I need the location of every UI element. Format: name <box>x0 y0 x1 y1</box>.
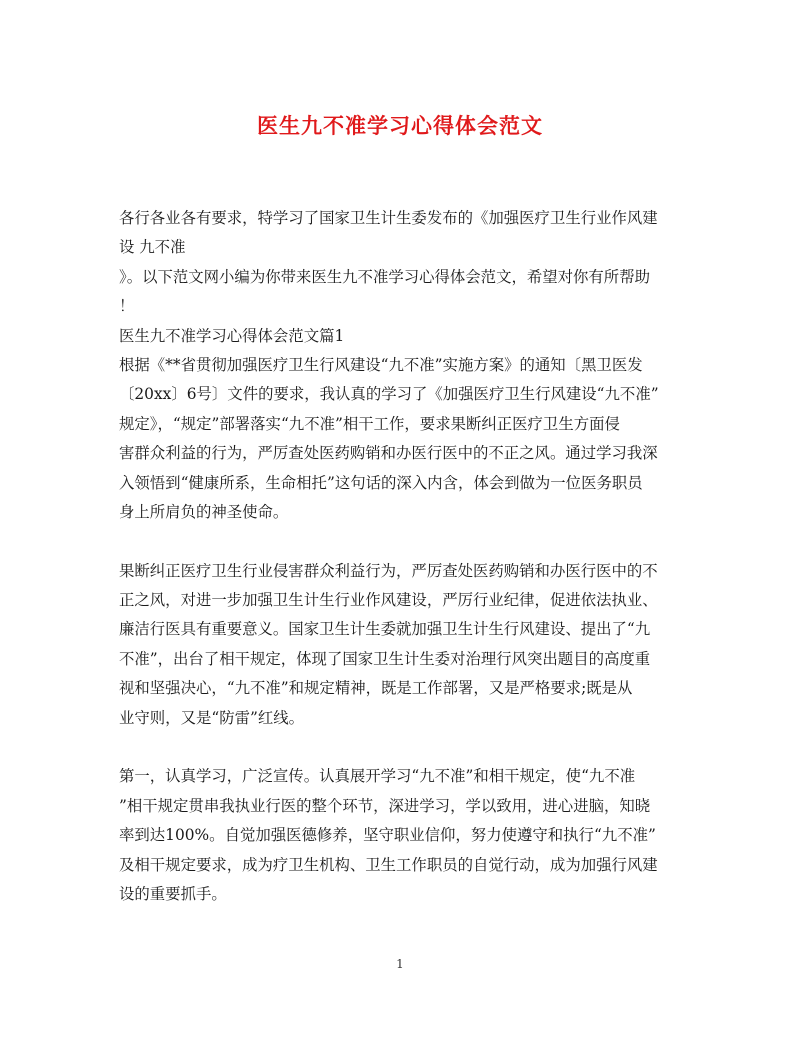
section-heading: 医生九不准学习心得体会范文篇1 <box>119 326 345 345</box>
page-number: 1 <box>396 957 404 971</box>
body-line: 视和坚强决心，“九不准”和规定精神，既是工作部署，又是严格要求;既是从 <box>119 679 633 698</box>
body-line: 不准”，出台了相干规定，体现了国家卫生计生委对治理行风突出题目的高度重 <box>119 649 651 668</box>
document-body <box>119 204 682 909</box>
body-line: 入领悟到“健康所系，生命相托”这句话的深入内含，体会到做为一位医务职员 <box>119 473 643 492</box>
body-line: 〔20xx〕6号〕文件的要求，我认真的学习了《加强医疗卫生行风建设“九不准” <box>119 385 659 404</box>
body-line: 身上所肩负的神圣使命。 <box>119 502 289 521</box>
body-line: 廉洁行医具有重要意义。国家卫生计生委就加强卫生计生行风建设、提出了“九 <box>119 620 651 639</box>
body-line: 率到达100%。自觉加强医德修养，坚守职业信仰，努力使遵守和执行“九不准” <box>119 826 656 845</box>
body-line: 第一，认真学习，广泛宣传。认真展开学习“九不准”和相干规定，使“九不准 <box>119 767 636 786</box>
body-line: 果断纠正医疗卫生行业侵害群众利益行为，严厉查处医药购销和办医行医中的不 <box>119 561 658 580</box>
document-title: 医生九不准学习心得体会范文 <box>257 113 543 138</box>
body-line: 及相干规定要求，成为疗卫生机构、卫生工作职员的自觉行动，成为加强行风建 <box>119 855 658 874</box>
body-line: 设的重要抓手。 <box>119 884 227 903</box>
paragraph-gap <box>119 527 682 556</box>
body-line: 害群众利益的行为，严厉查处医药购销和办医行医中的不正之风。通过学习我深 <box>119 444 658 463</box>
body-line: ”相干规定贯串我执业行医的整个环节，深进学习，学以致用，进心进脑，知晓 <box>119 796 651 815</box>
body-line: ！ <box>119 297 135 316</box>
body-line: 设 九不准 <box>119 238 186 257</box>
body-line: 根据《**省贯彻加强医疗卫生行风建设“九不准”实施方案》的通知〔黑卫医发 <box>119 355 643 374</box>
body-line: 》。以下范文网小编为你带来医生九不准学习心得体会范文，希望对你有所帮助 <box>119 267 650 286</box>
body-line: 各行各业各有要求，特学习了国家卫生计生委发布的《加强医疗卫生行业作风建 <box>119 209 658 227</box>
body-line: 业守则，又是“防雷”红线。 <box>119 708 305 727</box>
body-line: 正之风，对进一步加强卫生计生行业作风建设，严厉行业纪律，促进依法执业、 <box>119 591 658 610</box>
body-line: 规定》，“规定”部署落实“九不准”相干工作，要求果断纠正医疗卫生方面侵 <box>119 414 620 433</box>
paragraph-gap <box>119 733 682 762</box>
